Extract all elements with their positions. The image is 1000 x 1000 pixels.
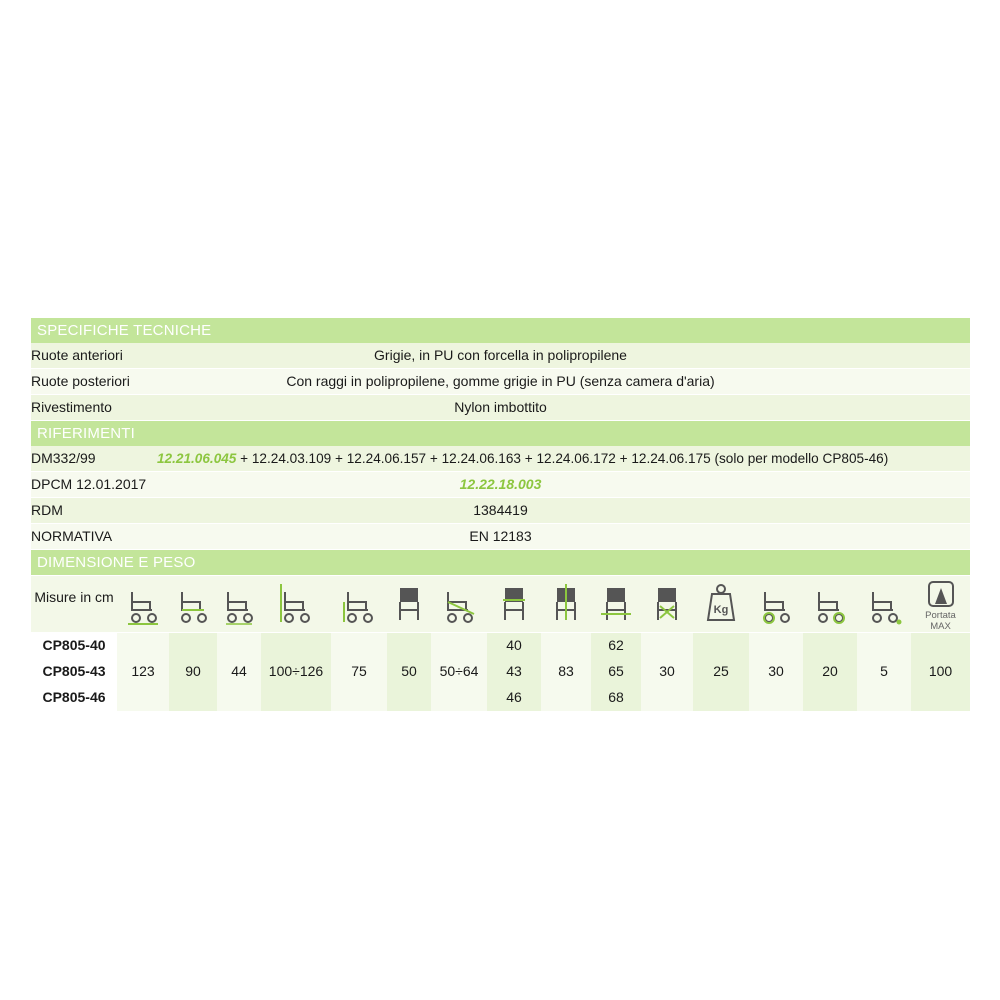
dimension-value: 100: [928, 663, 953, 679]
rear-wheel-icon: [755, 580, 797, 626]
dimension-value: 5: [880, 663, 888, 679]
folded-width-icon: [218, 580, 260, 626]
dimension-value: 30: [659, 663, 675, 679]
spec-label: Rivestimento: [31, 399, 112, 415]
dimension-value: 123: [131, 663, 155, 679]
dimension-value: 20: [822, 663, 838, 679]
spec-label: Ruote anteriori: [31, 347, 123, 363]
ref-label: NORMATIVA: [31, 528, 113, 544]
ref-value: 1384419: [473, 502, 528, 518]
misure-label: Misure in cm: [34, 589, 114, 605]
caster-icon: [863, 580, 905, 626]
other-codes: + 12.24.03.109 + 12.24.06.157 + 12.24.06.163 + 12.24.06.172 + 12.24.06.175 (solo per modello CP805-46): [236, 451, 889, 466]
armrest-height-icon: [438, 580, 480, 626]
seat-width-value: 43: [506, 663, 522, 679]
model-name: CP805-46: [42, 689, 106, 705]
dimensions-table: [31, 576, 970, 726]
ref-label: DPCM 12.01.2017: [31, 476, 147, 492]
spec-value: Nylon imbottito: [454, 399, 547, 415]
section-header-specs: SPECIFICHE TECNICHE: [31, 318, 970, 343]
section-header-refs: RIFERIMENTI: [31, 421, 970, 446]
dimension-value: 50÷64: [439, 663, 479, 679]
open-width-icon: [595, 580, 637, 626]
spec-row-upholstery: [31, 395, 970, 421]
dimension-value: 50: [401, 663, 417, 679]
folded-height-icon: [545, 580, 587, 626]
dimension-value: 25: [713, 663, 729, 679]
ref-row-dpcm: [31, 472, 970, 498]
spec-label: Ruote posteriori: [31, 373, 130, 389]
ref-row-normativa: [31, 524, 970, 550]
tech-spec-sheet: [31, 318, 970, 726]
dimension-value: 44: [231, 663, 247, 679]
width-icon: [172, 580, 214, 626]
dimension-value: 75: [351, 663, 367, 679]
spec-row-front-wheels: [31, 343, 970, 369]
length-icon: [122, 580, 164, 626]
highlight-code: 12.22.18.003: [459, 476, 542, 492]
portata-label: Portata MAX: [925, 610, 956, 632]
spec-value: Con raggi in polipropilene, gomme grigie in PU (senza camera d'aria): [286, 373, 715, 389]
model-name: CP805-40: [42, 637, 106, 653]
ref-codes: [157, 446, 888, 471]
height-icon: [275, 580, 317, 626]
open-width-value: 62: [608, 637, 624, 653]
model-name: CP805-43: [42, 663, 106, 679]
section-header-dims: DIMENSIONE E PESO: [31, 550, 970, 575]
ref-label: RDM: [31, 502, 63, 518]
dimension-value: 30: [768, 663, 784, 679]
open-width-value: 68: [608, 689, 624, 705]
ref-label: DM332/99: [31, 450, 96, 466]
seat-width-value: 40: [506, 637, 522, 653]
ref-value: EN 12183: [469, 528, 532, 544]
ref-row-dm: [31, 446, 970, 472]
seat-width-value: 46: [506, 689, 522, 705]
dimension-value: 90: [185, 663, 201, 679]
front-wheel-icon: [809, 580, 851, 626]
spec-value: Grigie, in PU con forcella in polipropilene: [374, 347, 627, 363]
seat-depth-icon: [388, 580, 430, 626]
highlight-code: 12.21.06.045: [157, 451, 237, 466]
seat-width-icon: [493, 580, 535, 626]
svg-text:Kg: Kg: [713, 604, 729, 616]
seat-height-icon: [338, 580, 380, 626]
weight-icon: [700, 580, 742, 626]
open-width-value: 65: [608, 663, 624, 679]
folded-depth-icon: [646, 580, 688, 626]
spec-row-rear-wheels: [31, 369, 970, 395]
ref-row-rdm: [31, 498, 970, 524]
dimension-value: 100÷126: [268, 663, 324, 679]
dimension-value: 83: [558, 663, 574, 679]
